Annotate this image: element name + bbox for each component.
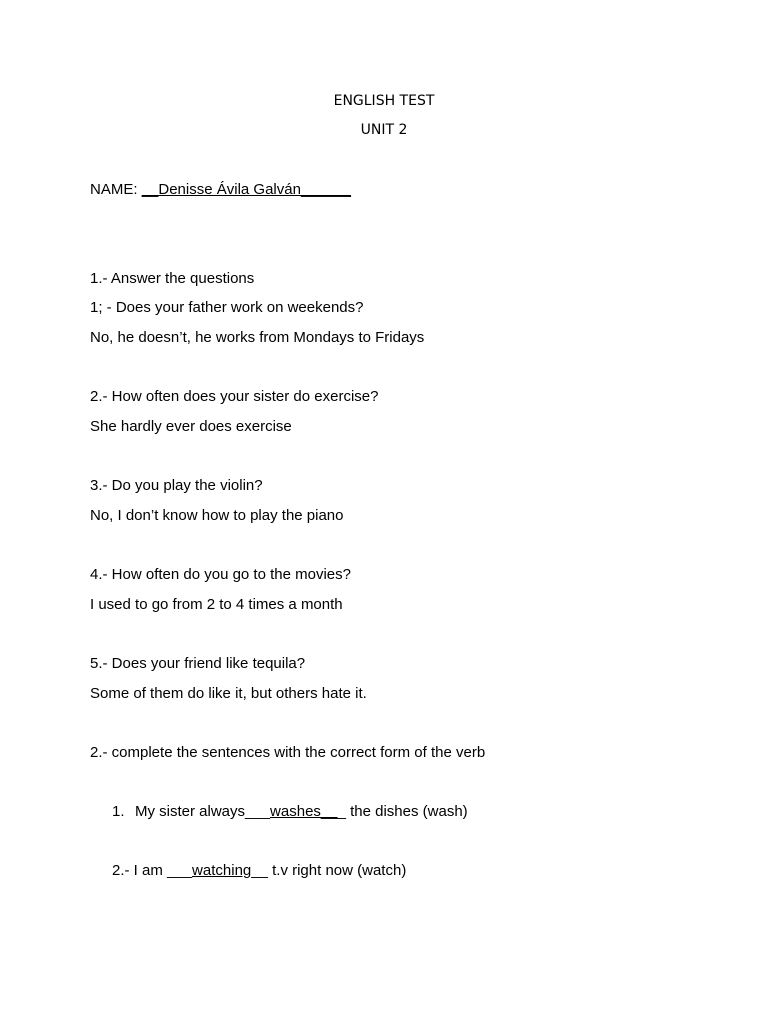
answer-5: Some of them do like it, but others hate it. [90, 685, 367, 702]
question-2: 2.- How often does your sister do exercise? [90, 388, 379, 405]
question-3: 3.- Do you play the violin? [90, 477, 263, 494]
name-line [90, 181, 351, 199]
question-1: 1; - Does your father work on weekends? [90, 299, 364, 316]
section1-heading: 1.- Answer the questions [90, 270, 255, 287]
sentence-2-trail: __ [251, 862, 268, 879]
name-label: NAME: [90, 181, 142, 198]
document-subtitle: UNIT 2 [360, 122, 408, 138]
section2-heading: 2.- complete the sentences with the correct form of the verb [90, 744, 486, 761]
answer-1: No, he doesn’t, he works from Mondays to Fridays [90, 329, 425, 346]
sentence-2-answer: watching [192, 862, 252, 879]
document-title: ENGLISH TEST [333, 93, 435, 109]
question-4: 4.- How often do you go to the movies? [90, 566, 351, 583]
sentence-2 [112, 862, 406, 880]
sentence-1-number: 1. [112, 803, 125, 820]
answer-3: No, I don’t know how to play the piano [90, 507, 344, 524]
sentence-2-before: 2.- I am ___ [112, 862, 193, 879]
sentence-2-after: t.v right now (watch) [267, 862, 407, 879]
sentence-1-before: My sister always___ [135, 803, 271, 820]
sentence-1 [112, 803, 468, 821]
question-5: 5.- Does your friend like tequila? [90, 655, 306, 672]
name-value: __Denisse Ávila Galván______ [141, 181, 351, 198]
answer-2: She hardly ever does exercise [90, 418, 292, 435]
answer-4: I used to go from 2 to 4 times a month [90, 596, 343, 613]
sentence-1-after: _ the dishes (wash) [337, 803, 468, 820]
sentence-1-answer: washes__ [270, 803, 338, 820]
